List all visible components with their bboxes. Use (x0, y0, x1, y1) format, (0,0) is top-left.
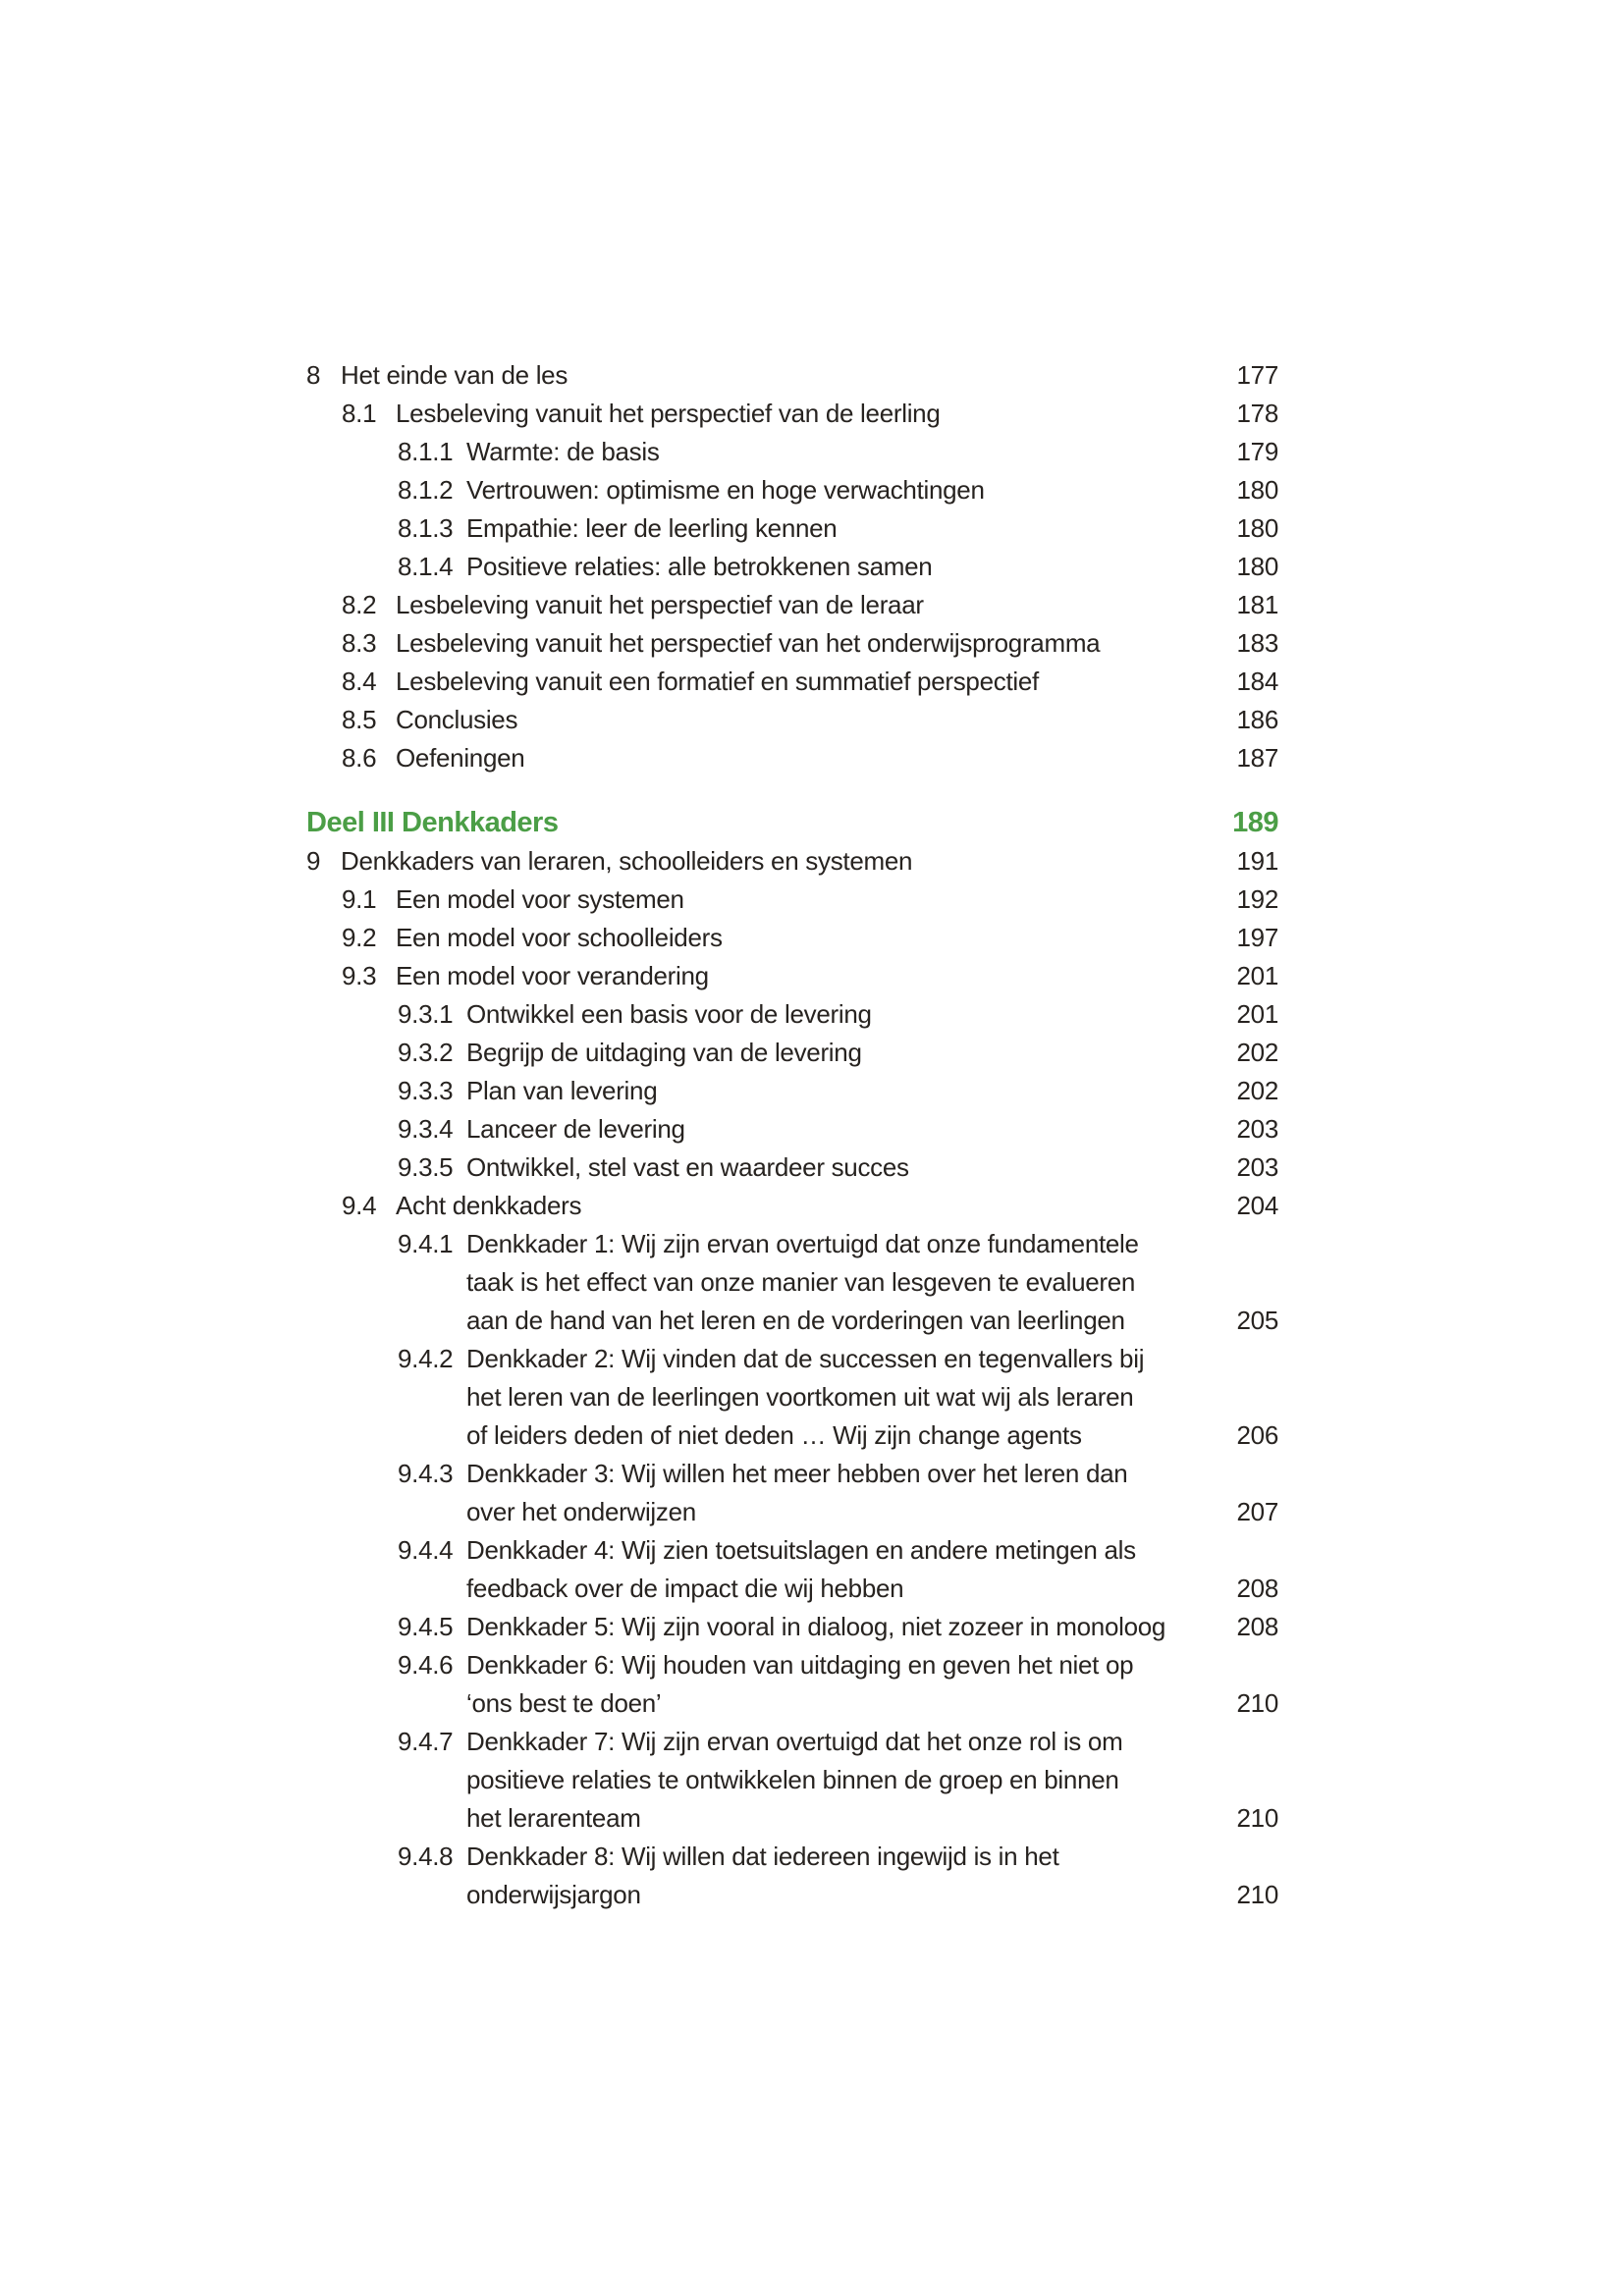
toc-entry-title (396, 395, 1225, 433)
toc-entry-title (466, 1646, 1225, 1723)
table-of-contents (306, 356, 1278, 1914)
toc-entry-title (466, 1110, 1225, 1148)
toc-entry-page: 208 (1236, 1574, 1278, 1603)
toc-entry-number: 9.3.3 (398, 1076, 454, 1105)
toc-entry-line: Acht denkkaders (396, 1191, 582, 1220)
toc-entry-number: 8 (306, 360, 321, 390)
toc-entry-title (396, 624, 1225, 663)
toc-entry-page: 201 (1236, 961, 1278, 990)
toc-entry-number: 9.4.5 (398, 1612, 454, 1641)
toc-entry-number: 9.4.6 (398, 1650, 454, 1680)
toc-entry-line: Vertrouwen: optimisme en hoge verwachtingen (466, 475, 985, 505)
toc-row-9.3.4 (306, 1110, 1278, 1148)
toc-entry-line: Oefeningen (396, 743, 525, 773)
toc-row-8.6 (306, 739, 1278, 777)
toc-entry-title (396, 701, 1225, 739)
toc-entry-line: Deel III Denkkaders (306, 807, 559, 838)
toc-entry-page: 184 (1236, 667, 1278, 696)
toc-entry-title (466, 995, 1225, 1034)
toc-row-9.4.6 (306, 1646, 1278, 1723)
toc-entry-number: 8.2 (342, 590, 377, 619)
toc-entry-line: Lesbeleving vanuit een formatief en summatief perspectief (396, 667, 1039, 696)
toc-entry-number: 9.4.4 (398, 1535, 454, 1565)
toc-row-9.4.7 (306, 1723, 1278, 1838)
toc-entry-title (396, 586, 1225, 624)
toc-entry-line: Ontwikkel, stel vast en waardeer succes (466, 1152, 909, 1182)
toc-entry-number: 9.4.8 (398, 1842, 454, 1871)
toc-entry-page: 207 (1236, 1497, 1278, 1526)
toc-entry-title (341, 356, 1225, 395)
toc-entry-line: Positieve relaties: alle betrokkenen samen (466, 552, 933, 581)
toc-row-8.4 (306, 663, 1278, 701)
toc-entry-page: 204 (1236, 1191, 1278, 1220)
toc-entry-title (396, 957, 1225, 995)
toc-row-9.4.3 (306, 1455, 1278, 1531)
toc-entry-line: Een model voor schoolleiders (396, 923, 723, 952)
toc-entry-title (396, 919, 1225, 957)
toc-entry-page: 183 (1236, 628, 1278, 658)
toc-entry-line: Het einde van de les (341, 360, 568, 390)
toc-entry-line: Denkkader 4: Wij zien toetsuitslagen en andere metingen als (466, 1535, 1136, 1565)
toc-entry-number: 9.1 (342, 884, 377, 914)
toc-entry-number: 9.4 (342, 1191, 377, 1220)
toc-entry-number: 8.1.1 (398, 437, 454, 466)
toc-entry-line: ‘ons best te doen’ (466, 1688, 662, 1718)
toc-entry-title (466, 1072, 1225, 1110)
toc-entry-line: Denkkader 1: Wij zijn ervan overtuigd dat onze fundamentele (466, 1229, 1139, 1258)
toc-entry-number: 8.1.4 (398, 552, 454, 581)
toc-entry-line: Lesbeleving vanuit het perspectief van de leerling (396, 399, 941, 428)
toc-entry-page: 177 (1236, 360, 1278, 390)
toc-row-9.3 (306, 957, 1278, 995)
toc-entry-line: Empathie: leer de leerling kennen (466, 513, 838, 543)
toc-entry-line: Denkkader 5: Wij zijn vooral in dialoog, niet zozeer in monoloog (466, 1612, 1166, 1641)
toc-entry-title (306, 804, 1220, 842)
toc-row-8.1.4 (306, 548, 1278, 586)
toc-entry-page: 210 (1236, 1803, 1278, 1833)
toc-entry-line: Conclusies (396, 705, 518, 734)
toc-row-9.4.1 (306, 1225, 1278, 1340)
toc-entry-number: 9.2 (342, 923, 377, 952)
toc-entry-title (466, 1838, 1225, 1914)
toc-entry-line: het lerarenteam (466, 1803, 641, 1833)
toc-entry-number: 9.4.7 (398, 1727, 454, 1756)
toc-entry-line: Denkkaders van leraren, schoolleiders en systemen (341, 846, 913, 876)
toc-entry-number: 8.1.2 (398, 475, 454, 505)
toc-entry-line: het leren van de leerlingen voortkomen uit wat wij als leraren (466, 1382, 1134, 1412)
toc-row-9.3.5 (306, 1148, 1278, 1187)
toc-row-9.4.5 (306, 1608, 1278, 1646)
toc-row-9.1 (306, 881, 1278, 919)
toc-row-part (306, 804, 1278, 842)
toc-entry-page: 189 (1232, 807, 1278, 838)
toc-entry-line: Denkkader 8: Wij willen dat iedereen ingewijd is in het (466, 1842, 1059, 1871)
toc-entry-title (396, 739, 1225, 777)
toc-entry-line: Een model voor systemen (396, 884, 684, 914)
toc-entry-page: 197 (1236, 923, 1278, 952)
toc-row-9.2 (306, 919, 1278, 957)
toc-entry-title (466, 1608, 1225, 1646)
toc-entry-line: Lesbeleving vanuit het perspectief van de leraar (396, 590, 924, 619)
toc-entry-number: 8.3 (342, 628, 377, 658)
toc-entry-title (466, 1340, 1225, 1455)
toc-row-9.4.2 (306, 1340, 1278, 1455)
toc-entry-title (466, 509, 1225, 548)
toc-row-8 (306, 356, 1278, 395)
toc-entry-title (396, 881, 1225, 919)
toc-entry-title (396, 663, 1225, 701)
toc-row-8.1.2 (306, 471, 1278, 509)
toc-row-8.1.1 (306, 433, 1278, 471)
toc-row-9.3.3 (306, 1072, 1278, 1110)
toc-entry-page: 187 (1236, 743, 1278, 773)
toc-entry-line: Denkkader 2: Wij vinden dat de successen en tegenvallers bij (466, 1344, 1145, 1373)
toc-entry-number: 8.1.3 (398, 513, 454, 543)
toc-entry-line: Plan van levering (466, 1076, 658, 1105)
toc-entry-line: Een model voor verandering (396, 961, 709, 990)
toc-entry-title (466, 1455, 1225, 1531)
toc-entry-page: 186 (1236, 705, 1278, 734)
toc-entry-page: 210 (1236, 1880, 1278, 1909)
toc-entry-number: 8.6 (342, 743, 377, 773)
toc-entry-number: 9.4.2 (398, 1344, 454, 1373)
toc-entry-line: Lanceer de levering (466, 1114, 685, 1144)
toc-entry-page: 206 (1236, 1420, 1278, 1450)
toc-entry-line: positieve relaties te ontwikkelen binnen de groep en binnen (466, 1765, 1119, 1794)
toc-entry-line: Denkkader 3: Wij willen het meer hebben over het leren dan (466, 1459, 1128, 1488)
toc-entry-page: 203 (1236, 1114, 1278, 1144)
toc-entry-number: 8.1 (342, 399, 377, 428)
toc-row-8.1.3 (306, 509, 1278, 548)
toc-entry-title (466, 1225, 1225, 1340)
toc-entry-title (466, 1034, 1225, 1072)
toc-entry-line: Denkkader 6: Wij houden van uitdaging en geven het niet op (466, 1650, 1134, 1680)
toc-row-9.4.4 (306, 1531, 1278, 1608)
toc-entry-page: 208 (1236, 1612, 1278, 1641)
toc-entry-line: aan de hand van het leren en de vorderingen van leerlingen (466, 1306, 1125, 1335)
toc-entry-line: Begrijp de uitdaging van de levering (466, 1038, 862, 1067)
toc-entry-page: 181 (1236, 590, 1278, 619)
toc-entry-page: 180 (1236, 552, 1278, 581)
toc-entry-number: 9.3.5 (398, 1152, 454, 1182)
toc-entry-page: 178 (1236, 399, 1278, 428)
toc-entry-page: 191 (1236, 846, 1278, 876)
toc-entry-line: Warmte: de basis (466, 437, 660, 466)
toc-row-9 (306, 842, 1278, 881)
toc-entry-number: 9.3.1 (398, 999, 454, 1029)
toc-entry-line: Ontwikkel een basis voor de levering (466, 999, 872, 1029)
toc-entry-title (466, 1723, 1225, 1838)
toc-entry-line: Lesbeleving vanuit het perspectief van het onderwijsprogramma (396, 628, 1101, 658)
toc-row-9.3.2 (306, 1034, 1278, 1072)
toc-entry-line: Denkkader 7: Wij zijn ervan overtuigd dat het onze rol is om (466, 1727, 1123, 1756)
toc-entry-page: 205 (1236, 1306, 1278, 1335)
toc-entry-line: of leiders deden of niet deden … Wij zijn change agents (466, 1420, 1082, 1450)
toc-entry-title (466, 1148, 1225, 1187)
toc-entry-page: 201 (1236, 999, 1278, 1029)
toc-entry-title (396, 1187, 1225, 1225)
toc-row-9.3.1 (306, 995, 1278, 1034)
toc-entry-page: 180 (1236, 513, 1278, 543)
toc-row-9.4.8 (306, 1838, 1278, 1914)
toc-entry-number: 9.3 (342, 961, 377, 990)
toc-entry-number: 9.4.1 (398, 1229, 454, 1258)
toc-entry-number: 9.3.4 (398, 1114, 454, 1144)
toc-entry-page: 202 (1236, 1076, 1278, 1105)
toc-entry-page: 192 (1236, 884, 1278, 914)
toc-entry-number: 8.5 (342, 705, 377, 734)
toc-entry-number: 9.4.3 (398, 1459, 454, 1488)
toc-entry-number: 9.3.2 (398, 1038, 454, 1067)
toc-entry-title (341, 842, 1225, 881)
toc-row-8.2 (306, 586, 1278, 624)
toc-row-8.5 (306, 701, 1278, 739)
toc-entry-number: 8.4 (342, 667, 377, 696)
toc-entry-line: taak is het effect van onze manier van lesgeven te evalueren (466, 1267, 1136, 1297)
toc-entry-title (466, 1531, 1225, 1608)
toc-entry-page: 203 (1236, 1152, 1278, 1182)
toc-entry-page: 179 (1236, 437, 1278, 466)
toc-row-8.3 (306, 624, 1278, 663)
toc-entry-line: onderwijsjargon (466, 1880, 641, 1909)
toc-row-9.4 (306, 1187, 1278, 1225)
toc-entry-title (466, 471, 1225, 509)
toc-entry-line: over het onderwijzen (466, 1497, 696, 1526)
toc-entry-title (466, 433, 1225, 471)
toc-entry-page: 210 (1236, 1688, 1278, 1718)
toc-entry-page: 202 (1236, 1038, 1278, 1067)
toc-entry-number: 9 (306, 846, 321, 876)
toc-row-8.1 (306, 395, 1278, 433)
toc-entry-title (466, 548, 1225, 586)
toc-entry-line: feedback over de impact die wij hebben (466, 1574, 904, 1603)
toc-entry-page: 180 (1236, 475, 1278, 505)
